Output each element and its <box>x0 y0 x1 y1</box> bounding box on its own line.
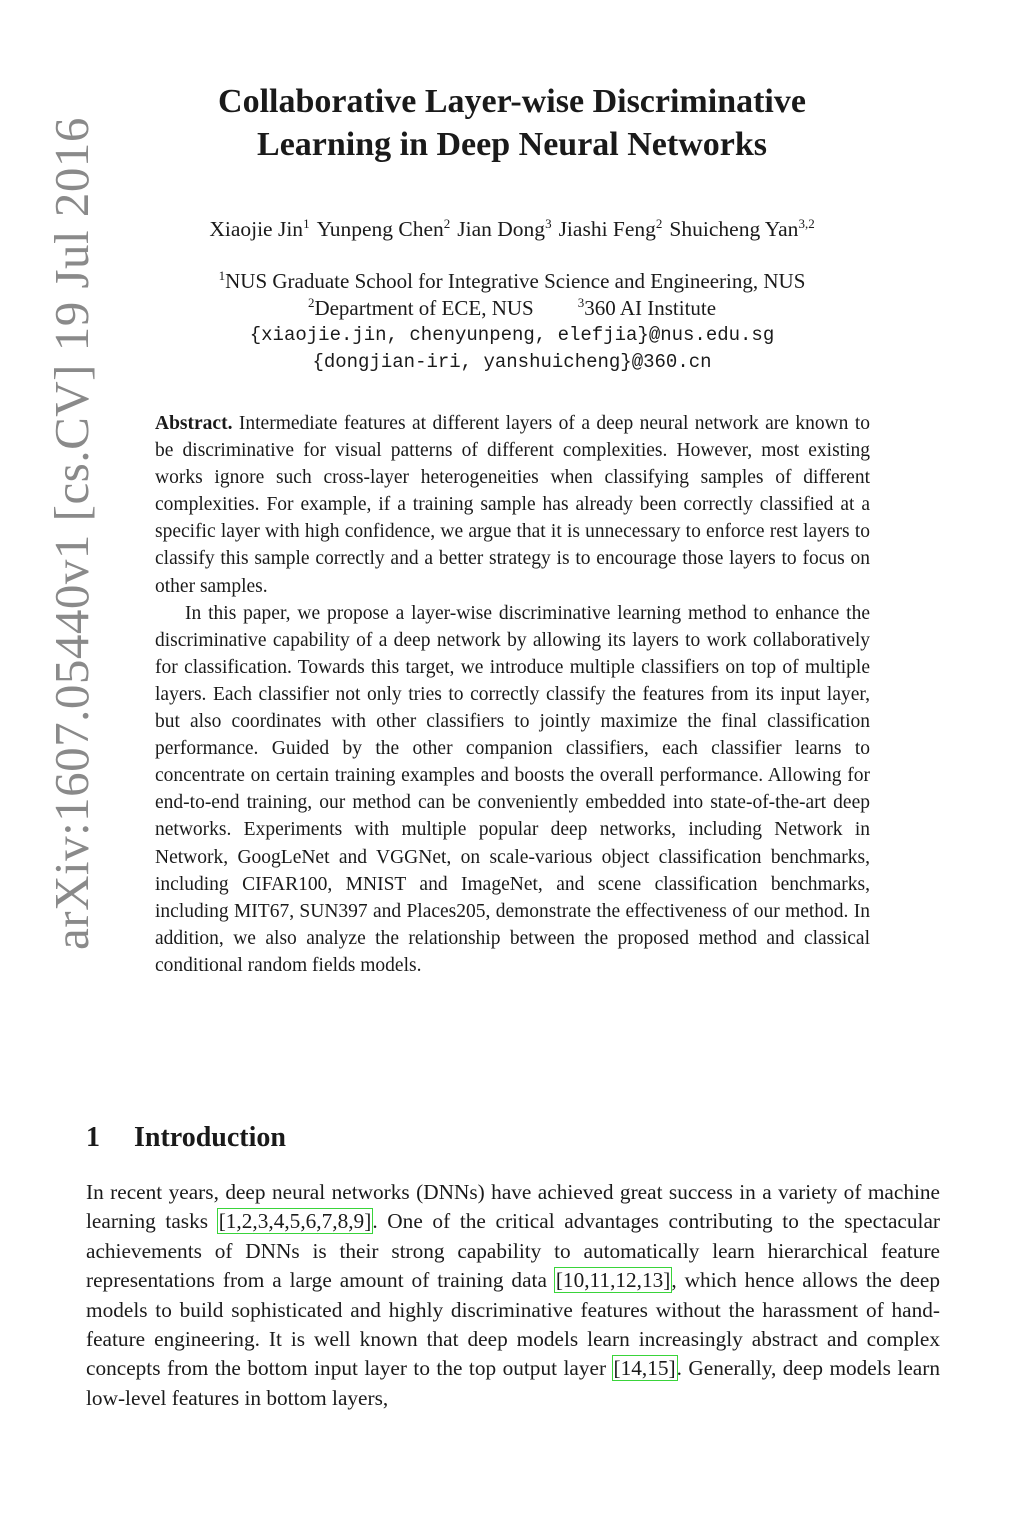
intro-text: . One of the critical advantages contributing to the spectacular achievements of DNNs is their strong capability to automatically learn hierarchical feature representations from a large amount of training data <box>86 1209 940 1293</box>
author <box>457 217 551 241</box>
author-name: Jiashi Feng <box>558 217 656 241</box>
intro-paragraph <box>86 1178 940 1413</box>
paper-title <box>100 80 924 166</box>
affil-sup: 3 <box>577 295 585 310</box>
affiliation-2: Department of ECE, NUS <box>314 296 534 320</box>
abstract-paragraph-2: In this paper, we propose a layer-wise discriminative learning method to enhance the discriminative capability of a deep network by allowing its layers to work collaboratively for classification. Towards this target, we introduce multiple classifiers on top of multiple layers. Each classifier not only tries to correctly classify the features from its input layer, but also coordinates with other classifiers to jointly maximize the final classification performance. Guided by the other companion classifiers, each classifier learns to concentrate on certain training examples and boosts the overall performance. Allowing for end-to-end training, our method can be conveniently embedded into state-of-the-art deep networks. Experiments with multiple popular deep networks, including Network in Network, GoogLeNet and VGGNet, on scale-various object classification benchmarks, including CIFAR100, MNIST and ImageNet, and scene classification benchmarks, including MIT67, SUN397 and Places205, demonstrate the effectiveness of our method. In addition, we also analyze the relationship between the proposed method and classical conditional random fields models. <box>155 602 870 976</box>
section-title: Introduction <box>134 1122 286 1153</box>
author-name: Shuicheng Yan <box>669 217 799 241</box>
author-affil-sup: 2 <box>655 215 663 231</box>
citation-link[interactable]: [1,2,3,4,5,6,7,8,9] <box>218 1209 372 1234</box>
abstract <box>155 410 870 979</box>
intro-text: . Generally, deep models learn low-level features in bottom layers, <box>86 1356 940 1410</box>
author-affil-sup: 3,2 <box>798 215 815 231</box>
author <box>559 217 663 241</box>
arxiv-watermark: arXiv:1607.05440v1 [cs.CV] 19 Jul 2016 <box>44 117 99 950</box>
author-name: Xiaojie Jin <box>209 217 304 241</box>
author <box>209 217 309 241</box>
section-number: 1 <box>86 1122 100 1153</box>
affiliation-line-1 <box>100 268 924 295</box>
title-line-2: Learning in Deep Neural Networks <box>257 126 767 163</box>
affiliations <box>100 268 924 376</box>
author-affil-sup: 3 <box>545 215 552 231</box>
author-affil-sup: 1 <box>303 215 310 231</box>
author-name: Jian Dong <box>457 217 546 241</box>
abstract-paragraph-1 <box>155 410 870 600</box>
citation-link[interactable]: [10,11,12,13] <box>555 1268 671 1293</box>
abstract-label: Abstract. <box>155 413 233 434</box>
author-affil-sup: 2 <box>443 215 451 231</box>
author <box>669 217 814 241</box>
affil-sup: 2 <box>307 295 315 310</box>
section-heading <box>86 1118 286 1158</box>
intro-text: In recent years, deep neural networks (DNNs) have achieved great success in a variety of machine learning tasks <box>86 1180 940 1234</box>
affiliation-1: NUS Graduate School for Integrative Science and Engineering, NUS <box>225 269 806 293</box>
affil-sup: 1 <box>218 268 226 283</box>
author-name: Yunpeng Chen <box>316 217 444 241</box>
abstract-text: Intermediate features at different layers of a deep neural network are known to be discriminative for visual patterns of different complexities. However, most existing works ignore such cross-layer heterogeneities when classifying samples of different complexities. For example, if a training sample has already been correctly classified at a specific layer with high confidence, we argue that it is unnecessary to enforce rest layers to classify this sample correctly and a better strategy is to encourage those layers to focus on other samples. <box>155 413 871 597</box>
citation-link[interactable]: [14,15] <box>613 1356 676 1381</box>
affiliation-line-2 <box>100 295 924 322</box>
introduction-body <box>86 1178 940 1413</box>
email-line-1: {xiaojie.jin, chenyunpeng, elefjia}@nus.edu.sg <box>249 324 775 346</box>
email-line-2: {dongjian-iri, yanshuicheng}@360.cn <box>312 351 712 373</box>
affiliation-3: 360 AI Institute <box>584 296 717 320</box>
intro-text: , which hence allows the deep models to build sophisticated and highly discriminative features without the harassment of hand-feature engineering. It is well known that deep models learn increasingly abstract and complex concepts from the bottom input layer to the top output layer <box>86 1268 940 1381</box>
author <box>317 217 451 241</box>
title-line-1: Collaborative Layer-wise Discriminative <box>218 83 806 120</box>
author-list <box>100 214 924 244</box>
